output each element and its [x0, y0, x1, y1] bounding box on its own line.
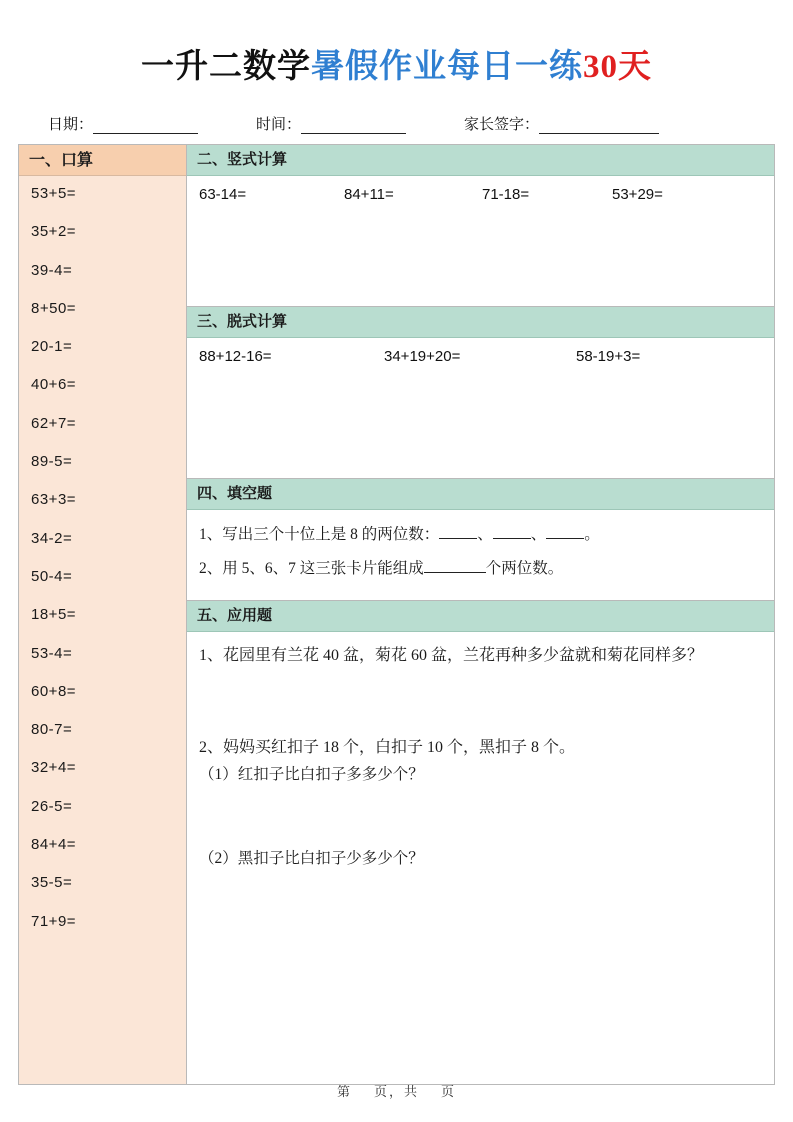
- oral-item[interactable]: 62+7=: [31, 414, 77, 432]
- date-blank[interactable]: [93, 119, 198, 134]
- oral-item[interactable]: 40+6=: [31, 376, 77, 394]
- fill-q1-blank-2[interactable]: [493, 525, 531, 539]
- page-footer: [0, 1081, 793, 1100]
- fill-q1-end: 。: [584, 526, 600, 543]
- fill-heading: 四、填空题: [187, 479, 774, 510]
- fill-q2-blank[interactable]: [424, 559, 486, 573]
- title-part-homework: 暑假作业每日一练: [311, 49, 583, 85]
- signature-blank[interactable]: [539, 119, 659, 134]
- oral-item[interactable]: 18+5=: [31, 606, 77, 624]
- answer-space-1[interactable]: [199, 670, 762, 734]
- fill-q1-sep-2: 、: [530, 526, 547, 543]
- page-title: [18, 40, 775, 87]
- oral-item[interactable]: 32+4=: [31, 759, 77, 777]
- apply-question-2-2: （2）黑扣子比白扣子少多少个？: [199, 850, 424, 867]
- oral-item[interactable]: 60+8=: [31, 682, 77, 700]
- vertical-expression[interactable]: 71-18=: [482, 186, 530, 203]
- vertical-expression[interactable]: 53+29=: [612, 186, 663, 203]
- oral-item[interactable]: 39-4=: [31, 261, 73, 279]
- fill-question-1: [199, 520, 762, 550]
- footer-prefix: 第: [336, 1084, 352, 1099]
- date-label: 日期：: [48, 117, 94, 133]
- worksheet-table: [18, 144, 775, 1085]
- fill-q2-text-b: 个两位数。: [485, 560, 564, 577]
- oral-section: [19, 145, 187, 1084]
- apply-question-2-1: （1）红扣子比白扣子多多少个？: [199, 766, 424, 783]
- vertical-expression[interactable]: 84+11=: [344, 186, 394, 203]
- oral-item[interactable]: 89-5=: [31, 453, 73, 471]
- tuoshi-heading: 三、脱式计算: [187, 307, 774, 338]
- tuoshi-expression[interactable]: 34+19+20=: [384, 348, 461, 365]
- vertical-expression-row: [199, 186, 762, 203]
- oral-item[interactable]: 34-2=: [31, 529, 73, 547]
- vertical-body[interactable]: [187, 176, 774, 307]
- signature-label: 家长签字：: [464, 117, 540, 133]
- oral-item[interactable]: 71+9=: [31, 912, 77, 930]
- oral-item[interactable]: 35+2=: [31, 223, 77, 241]
- date-field[interactable]: [48, 113, 198, 134]
- apply-question-2: 2、妈妈买红扣子 18 个，白扣子 10 个，黑扣子 8 个。: [199, 739, 576, 756]
- info-row: [48, 113, 745, 134]
- time-label: 时间：: [256, 117, 302, 133]
- time-field[interactable]: [256, 113, 406, 134]
- fill-q1-sep-1: 、: [477, 526, 493, 543]
- oral-list: [19, 176, 186, 1084]
- fill-q1-text: 1、写出三个十位上是 8 的两位数：: [199, 526, 440, 543]
- oral-item[interactable]: 20-1=: [31, 338, 73, 356]
- oral-item[interactable]: 80-7=: [31, 721, 73, 739]
- title-part-days: 30天: [583, 49, 652, 85]
- footer-suffix: 页: [441, 1084, 457, 1099]
- apply-body[interactable]: [187, 632, 774, 1084]
- footer-mid: 页，共: [373, 1084, 419, 1099]
- tuoshi-expression[interactable]: 88+12-16=: [199, 348, 272, 365]
- oral-heading: 一、口算: [19, 145, 186, 176]
- tuoshi-expression[interactable]: 58-19+3=: [576, 348, 641, 365]
- fill-q2-text-a: 2、用 5、6、7 这三张卡片能组成: [199, 560, 424, 577]
- tuoshi-body[interactable]: [187, 338, 774, 479]
- vertical-expression[interactable]: 63-14=: [199, 186, 247, 203]
- oral-item[interactable]: 26-5=: [31, 797, 73, 815]
- oral-item[interactable]: 53+5=: [31, 185, 77, 202]
- fill-body[interactable]: [187, 510, 774, 601]
- apply-question-1: 1、花园里有兰花 40 盆，菊花 60 盆，兰花再种多少盆就和菊花同样多？: [199, 647, 704, 664]
- oral-item[interactable]: 84+4=: [31, 836, 77, 854]
- fill-question-2: [199, 554, 762, 584]
- right-column: [187, 145, 774, 1084]
- oral-item[interactable]: 35-5=: [31, 874, 73, 892]
- oral-item[interactable]: 8+50=: [31, 299, 77, 317]
- fill-q1-blank-3[interactable]: [546, 525, 584, 539]
- signature-field[interactable]: [464, 113, 659, 134]
- vertical-heading: 二、竖式计算: [187, 145, 774, 176]
- answer-space-2[interactable]: [199, 788, 762, 846]
- time-blank[interactable]: [301, 119, 406, 134]
- oral-item[interactable]: 50-4=: [31, 567, 73, 585]
- oral-item[interactable]: 53-4=: [31, 644, 73, 662]
- title-part-subject: 一升二数学: [141, 49, 311, 85]
- fill-q1-blank-1[interactable]: [439, 525, 477, 539]
- apply-heading: 五、应用题: [187, 601, 774, 632]
- tuoshi-expression-row: [199, 348, 762, 365]
- oral-item[interactable]: 63+3=: [31, 491, 77, 509]
